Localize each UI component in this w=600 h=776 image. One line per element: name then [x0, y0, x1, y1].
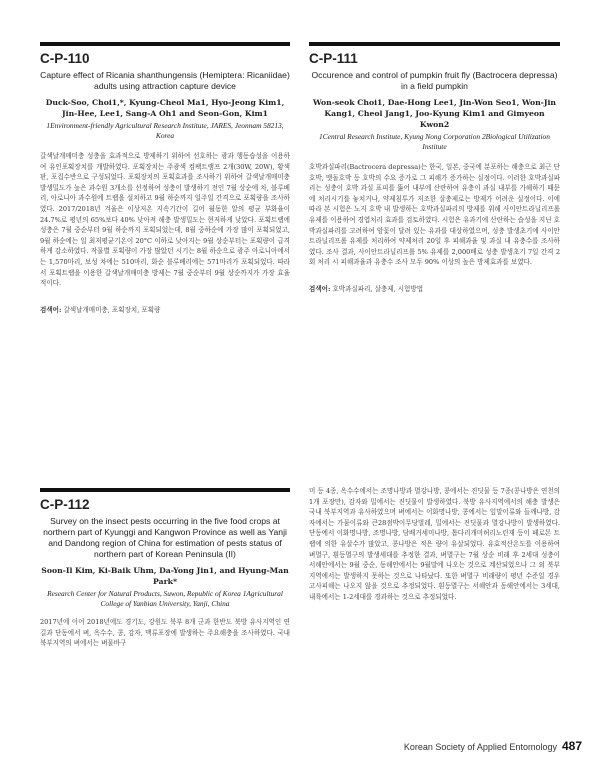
section-rule [309, 42, 560, 46]
abstract-body: 호박과실파리(Bactrocera depressa)는 한국, 일본, 중국에 분포하는 해충으로 최근 단호박, 맷돌호박 등 호박의 수요 증가로 그 피해가 증가하는 실정이다. 이러한 호박과실파리는 성충이 호박 과실 표피를 뚫어 내부에 산란하여 유충이 과실 내부를 가해하기 때문에 처리시기를 놓치거나, 약제침투가 저조한 살충제로는 방제가 어려운 실정이다. 이에 따라 본 시험은 노지 호박 내 발생하는 호박과실파리의 방제를 위해 사이안트라닐리프롤 유제를 이용하여 경엽처리 효과를 검토하였다. 시험은 유과기에 산란하는 습성을 지닌 호박과실파리를 고려하여 암꽃이 달려 있는 유과를 대상하였으며, 성충 발생초기에 사이안트라닐리프롤 유제를 처리하여 약제처리 20일 후 피해과율 및 과실 내 유충수를 조사하였다. 조사 결과, 사이안트라닐리프롤 5% 유제를 2,000배로 성충 발생초기 7일 간격 2회 처리 시 피해과율과 유충수 조사 모두 90% 이상의 높은 방제효과를 보였다. [309, 163, 560, 267]
abstract-affiliation: 1Environment-friendly Agricultural Research Institute, JARES, Jeonnam 58213, Korea [46, 121, 284, 140]
abstract-title: Occurence and control of pumpkin fruit fly (Bactrocera depressa) in a field pumpkin [311, 70, 558, 91]
keywords-text: 갈색날개매미충, 포획장치, 포획량 [63, 305, 161, 314]
abstract-affiliation: Research Center for Natural Products, Suwon, Republic of Korea 1Agricultural College of Yanbian University, Yanji, China [47, 589, 283, 608]
society-name: Korean Society of Applied Entomology [403, 742, 557, 752]
abstract-body: 갈색날개매미충 성충을 효과적으로 방제하기 위하여 선호하는 광과 행동습성을 이용하여 유인포획장치를 개발하였다. 포획장치는 주광색 컴팩트램프 2개(30W, 20W), 황색판, 포집수반으로 구성되었다. 포획장치의 포획효과를 조사하기 위하여 갈색날개매미충 발생밀도가 높은 과수원 3개소를 선정하여 성충이 발생하기 전인 7월 상순에 차, 블루베리, 아로니아 과수원에 트랩을 설치하고 9월 하순까지 일주일 간격으로 포획량을 조사하였다. 2017/2018년 겨울은 이상저온 지속기간이 길어 월동한 알의 평균 부화율이 24.7%로 평년의 65%보다 40% 낮아져 해충 발생밀도는 현저하게 낮았다. 포획트랩에 성충은 7월 중순부터 9월 하순까지 포획되었는데, 8월 중하순에 가장 많이 포획되었고, 9월 하순에는 일 최저평균기온이 20°C 이하로 낮아지는 9월 상순부터는 포획량이 급격하게 감소하였다. 작물별 포획량이 가장 많았던 시기는 8월 하순으로 광주 아로니아에서는 1,570마리, 보성 차에는 510마리, 화순 블루베리에는 571마리가 포획되었다. 따라서 포획트랩을 이용한 갈색날개매미충 방제는 7월 중순부터 9월 상순까지가 가장 효율적이다. [40, 152, 290, 288]
abstract-body-continued: 미 등 4종, 옥수수에서는 조명나방과 멸강나방, 콩에서는 진딧물 등 7종(콩나방은 연천의 1개 포장만), 감자와 밀에서는 진딧물이 발생하였다. 북방 유사지역에서의 해충 발생은 국내 북부지역과 유사하였으며 벼에서는 이화명나방, 콩에서는 잎말이류와 들깨나방, 감자에서는 가뭄이류와 큰28점박이무당벌레, 밀에서는 진딧물과 멸강나방이 발생하였다. 단동에서 이화명나방, 조명나방, 담배거세미나방, 톱다리개미허리노린재 등이 페로몬 트랩에 의한 유살수가 많았고, 콩나방은 적은 량이 유살되었다. 유효적산온도를 이용하여 벼멸구, 흰등멸구의 발생세대를 추정한 결과, 벼멸구는 7월 상순 비래 후 2세대 성충이 서해안에서는 9월 중순, 동해안에서는 9월말에 나오는 것으로 계산되었으나 그 외 북부지역에서는 발생하지 못하는 것으로 나타났다. 또한 벼멸구 비래량이 평년 수준일 경우 고사피해는 나오지 않을 것으로 추정되었다. 흰등멸구는 서해안과 동해안에서는 3세대, 내륙에서는 1-2세대를 경과하는 것으로 추정되었다. [309, 487, 560, 601]
page-footer [404, 739, 582, 753]
abstract-code: C-P-112 [40, 497, 90, 512]
section-rule [40, 488, 290, 492]
page-number: 487 [561, 739, 582, 753]
keywords-label: 검색어: [309, 284, 331, 293]
abstract-title: Survey on the insect pests occurring in the five food crops at northern part of Kyunggi and Kangwon Province as well as Yanji and Dandong region of China for estimation of pests status of northern part of Korean Peninsula (II) [43, 516, 287, 559]
abstract-keywords [309, 283, 560, 293]
abstract-c-p-110 [40, 42, 290, 314]
abstract-title: Capture effect of Ricania shanthungensis (Hemiptera: Ricaniidae) adults using attraction capture device [40, 70, 290, 91]
abstract-code: C-P-111 [309, 51, 358, 66]
section-rule [40, 42, 290, 46]
abstract-authors: Soon-Il Kim, Ki-Baik Uhm, Da-Yong Jin1, and Hyung-Man Park* [41, 566, 289, 586]
keywords-label: 검색어: [40, 305, 62, 314]
abstract-authors: Won-seok Choi1, Dae-Hong Lee1, Jin-Won Seo1, Won-Jin Kang1, Cheol Jang1, Joo-Kyung Kim1 and Gimyeon Kwon2 [312, 98, 557, 129]
abstract-authors: Duck-Soo, Choi1,*, Kyung-Cheol Ma1, Hyo-Jeong Kim1, Jin-Hee, Lee1, Sang-A Oh1 and Seon-Gon, Kim1 [45, 98, 285, 118]
keywords-text: 호박과실파리, 살충제, 시험방법 [332, 284, 424, 293]
abstract-affiliation: 1Central Research Institute, Kyung Nong Corporation 2Biological Utilization Institute [319, 132, 550, 151]
abstract-body: 2017년에 이어 2018년에도 경기도, 강원도 북부 8개 군과 한반도 북방 유사지역인 연길과 단동에서 벼, 옥수수, 콩, 감자, 맥류포장에 발생하는 주요해충을 조사하였다. 국내 북부지역의 벼에서는 벼물바구 [40, 618, 290, 648]
abstract-code: C-P-110 [40, 51, 90, 66]
abstract-keywords [40, 304, 290, 314]
abstract-c-p-112 [40, 488, 290, 649]
abstract-c-p-111 [309, 42, 560, 293]
